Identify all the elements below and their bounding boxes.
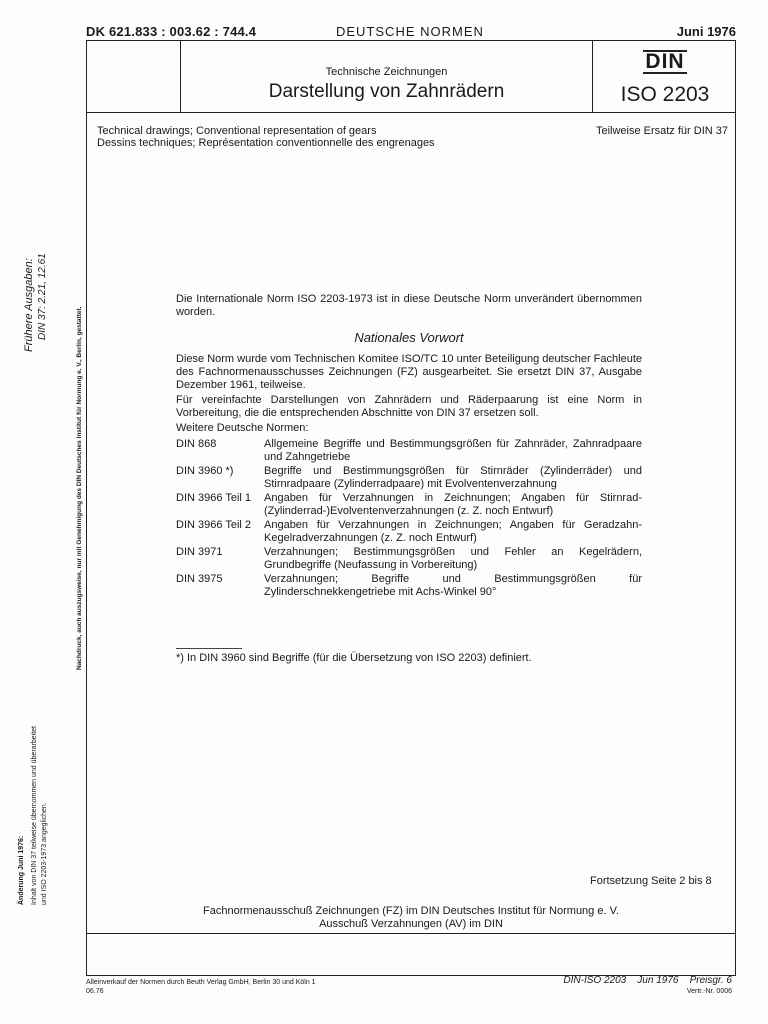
footnote-rule (176, 648, 242, 649)
standard-number: ISO 2203 (620, 83, 710, 106)
sales-line-2: 06.76 (86, 988, 104, 995)
committee-block (86, 905, 736, 931)
norm-description: Angaben für Verzahnungen in Zeichnungen; Angaben für Geradzahn-Kegelradverzahnungen (z. Z. noch Entwurf) (264, 519, 642, 544)
din-logo (610, 50, 720, 74)
committee-line-2: Ausschuß Verzahnungen (AV) im DIN (319, 918, 503, 930)
document-reference: DIN-ISO 2203 Jun 1976 Preisgr. 6 (563, 975, 732, 986)
replacement-note: Teilweise Ersatz für DIN 37 (595, 125, 728, 137)
intro-paragraph: Die Internationale Norm ISO 2203-1973 ist in diese Deutsche Norm unverändert übernommen worden. (176, 293, 642, 318)
english-title: Technical drawings; Conventional representation of gears (97, 125, 377, 137)
vorwort-heading: Nationales Vorwort (354, 330, 464, 345)
norm-description: Angaben für Verzahnungen in Zeichnungen; Angaben für Stirnrad-(Zylinderrad-)Evolventenverzahnungen (z. Z. noch Entwurf) (264, 492, 642, 517)
norm-code: DIN 3975 (176, 573, 223, 585)
reprint-notice: Nachdruck, auch auszugsweise, nur mit Genehmigung des DIN Deutsches Institut für Normung e. V., Berlin, gestattet. (76, 306, 83, 670)
document-title: Darstellung von Zahnrädern (268, 81, 505, 102)
norm-description: Verzahnungen; Begriffe und Bestimmungsgrößen für Zylinderschnekkengetriebe mit Achs-Winkel 90° (264, 573, 642, 598)
norm-list-item (176, 492, 642, 518)
norm-list-item (176, 438, 642, 464)
publication-date: Juni 1976 (676, 24, 736, 39)
earlier-editions-label: Frühere Ausgaben: (23, 258, 35, 352)
norm-code: DIN 3971 (176, 546, 223, 558)
norm-code: DIN 3960 *) (176, 465, 234, 477)
sales-notice (86, 978, 316, 996)
footnote: *) In DIN 3960 sind Begriffe (für die Übersetzung von ISO 2203) definiert. (176, 652, 532, 664)
norm-list-item (176, 519, 642, 545)
committee-divider (86, 933, 736, 934)
continuation-note: Fortsetzung Seite 2 bis 8 (590, 875, 712, 887)
sales-line-1: Alleinverkauf der Normen durch Beuth Verlag GmbH, Berlin 30 und Köln 1 (86, 979, 316, 986)
norm-list-item (176, 573, 642, 599)
vorwort-paragraph-1: Diese Norm wurde vom Technischen Komitee ISO/TC 10 unter Beteiligung deutscher Fachleute des Fachnormenausschusses Zeichnungen (FZ) ausgearbeitet. Sie ersetzt DIN 37, Ausgabe Dezember 1961, teilweise. (176, 353, 642, 391)
series-label: DEUTSCHE NORMEN (336, 24, 484, 39)
vertrieb-number: Vertr.-Nr. 0006 (686, 988, 732, 995)
norm-description: Verzahnungen; Bestimmungsgrößen und Fehler an Kegelrädern, Grundbegriffe (Neufassung in Vorbereitung) (264, 546, 642, 571)
document-header (86, 22, 736, 40)
change-line-2: und ISO 2203-1973 angeglichen. (41, 802, 48, 905)
change-heading: Änderung Juni 1976: (18, 835, 25, 905)
committee-line-1: Fachnormenausschuß Zeichnungen (FZ) im DIN Deutsches Institut für Normung e. V. (203, 905, 619, 917)
norm-code: DIN 3966 Teil 2 (176, 519, 252, 531)
din-logo-text: DIN (645, 50, 685, 73)
earlier-editions-value: DIN 37: 2.21, 12.61 (37, 253, 48, 340)
french-title: Dessins techniques; Représentation conventionnelle des engrenages (97, 137, 435, 149)
document-subtitle: Technische Zeichnungen (325, 66, 448, 78)
norm-code: DIN 3966 Teil 1 (176, 492, 252, 504)
norm-description: Begriffe und Bestimmungsgrößen für Stirnräder (Zylinderräder) und Stirnradpaare (Zylinderradpaare) mit Evolventenverzahnung (264, 465, 642, 490)
title-block-divider (86, 112, 736, 113)
norm-code: DIN 868 (176, 438, 217, 450)
norm-list-item (176, 546, 642, 572)
dk-number: DK 621.833 : 003.62 : 744.4 (86, 24, 257, 39)
title-block-right-divider (592, 40, 593, 112)
norm-description: Allgemeine Begriffe und Bestimmungsgrößen für Zahnräder, Zahnradpaare und Zahngetriebe (264, 438, 642, 463)
vorwort-paragraph-2: Für vereinfachte Darstellungen von Zahnrädern und Räderpaarung ist eine Norm in Vorbereitung, die die entsprechenden Abschnitte von DIN 37 ersetzen soll. (176, 394, 642, 419)
norm-list-item (176, 465, 642, 491)
further-norms-heading: Weitere Deutsche Normen: (176, 422, 309, 434)
change-line-1: Inhalt von DIN 37 teilweise übernommen und überarbeitet (31, 726, 38, 905)
